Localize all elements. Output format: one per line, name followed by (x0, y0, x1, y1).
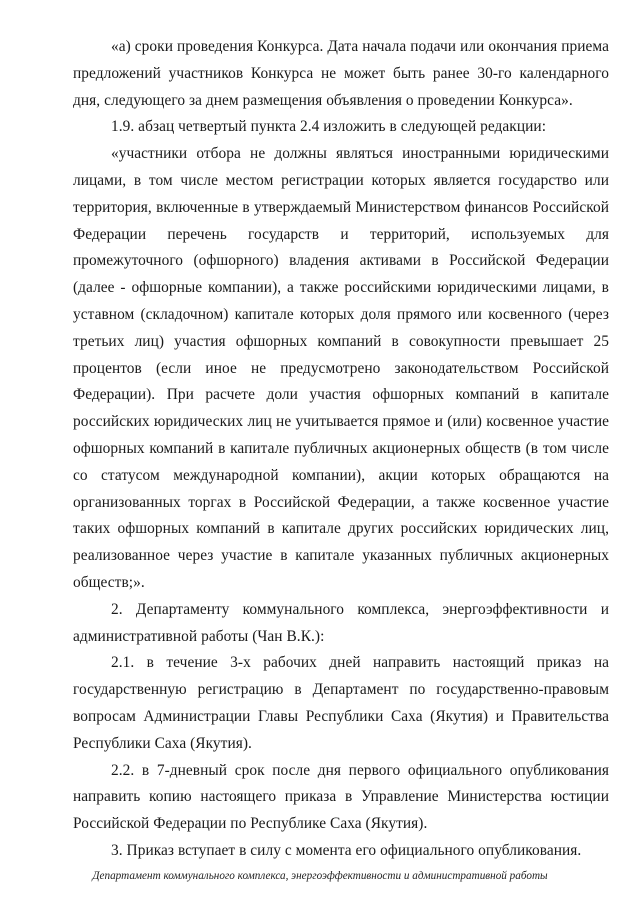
document-body (73, 34, 609, 865)
paragraph-item-2: 2. Департаменту коммунального комплекса, энергоэффективности и административной работы (Чан В.К.): (73, 600, 609, 645)
paragraph-offshore-requirement: «участники отбора не должны являться иностранными юридическими лицами, в том числе местом регистрации которых является государство или территория, включенные в утверждаемый Министерством финансов Российской Федерации перечень государств и территорий, используемых для промежуточного (офшорного) владения активами в Российской Федерации (далее - офшорные компании), а также российскими юридическими лицами, в уставном (складочном) капитале которых доля прямого или косвенного (через третьих лиц) участия офшорных компаний в совокупности превышает 25 процентов (если иное не предусмотрено законодательством Российской Федерации). При расчете доли участия офшорных компаний в капитале российских юридических лиц не учитывается прямое и (или) косвенное участие офшорных компаний в капитале публичных акционерных обществ (в том числе со статусом международной компании), акции которых обращаются на организованных торгах в Российской Федерации, а также косвенное участие таких офшорных компаний в капитале других российских юридических лиц, реализованное через участие в капитале указанных публичных акционерных обществ;». (73, 145, 609, 591)
paragraph-item-2-2: 2.2. в 7-дневный срок после дня первого официального опубликования направить копию настоящего приказа в Управление Министерства юстиции Российской Федерации по Республике Саха (Якутия). (73, 761, 609, 833)
paragraph-item-3: 3. Приказ вступает в силу с момента его официального опубликования. (111, 841, 582, 859)
paragraph-item-2-1: 2.1. в течение 3-х рабочих дней направить настоящий приказ на государственную регистрацию в Департамент по государственно-правовым вопросам Администрации Главы Республики Саха (Якутия) и Правительства Республики Саха (Якутия). (73, 654, 609, 752)
paragraph-contest-terms: «а) сроки проведения Конкурса. Дата начала подачи или окончания приема предложений участников Конкурса не может быть ранее 30-го календарного дня, следующего за днем размещения объявления о проведении Конкурса». (73, 38, 609, 109)
page-footer: Департамент коммунального комплекса, энергоэффективности и административной работы (92, 870, 548, 882)
paragraph-amendment-1-9: 1.9. абзац четвертый пункта 2.4 изложить в следующей редакции: (111, 118, 547, 136)
